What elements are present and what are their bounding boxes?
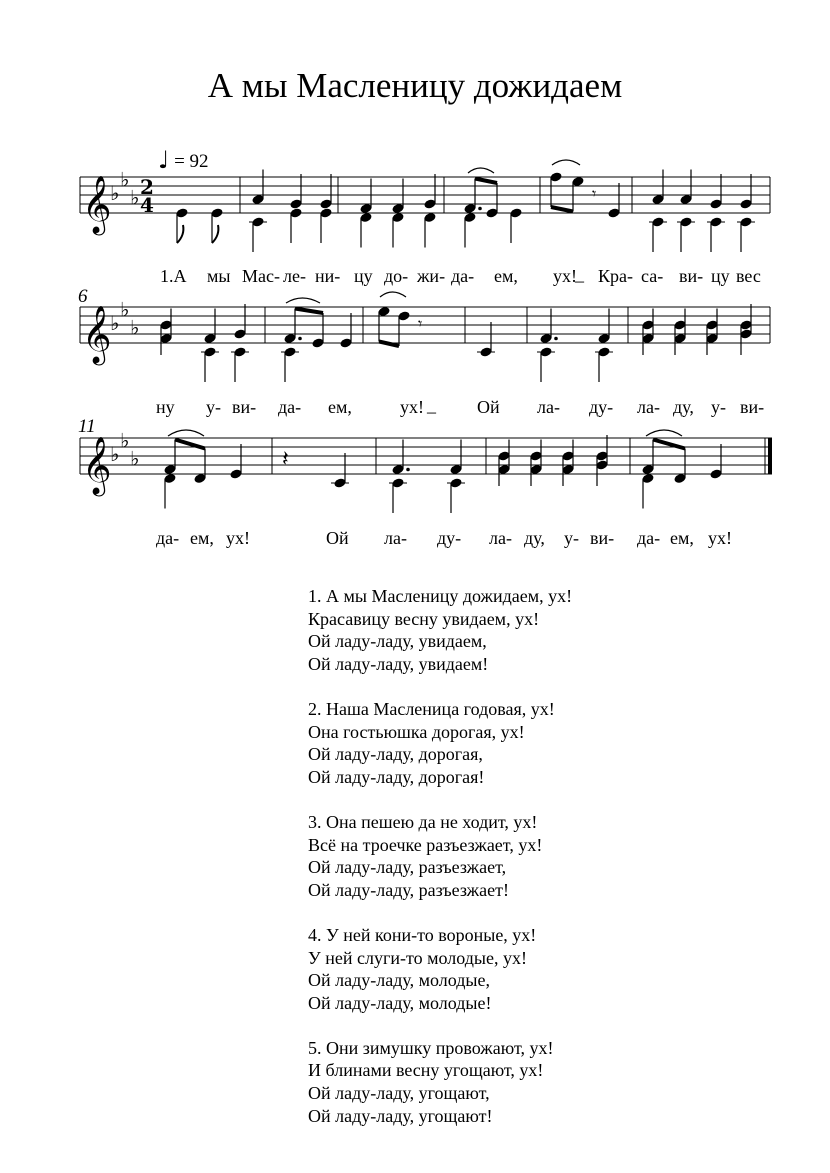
lyric-syllable: ду, bbox=[673, 397, 694, 417]
lyric-syllable: ну bbox=[156, 397, 175, 417]
lyric-syllable: ви- bbox=[740, 397, 765, 417]
flat-sign-icon: ♭ bbox=[120, 167, 130, 192]
lyric-extender: _ bbox=[575, 264, 584, 284]
lyric-syllable: да- bbox=[637, 528, 661, 548]
time-signature-top: 2 bbox=[140, 175, 154, 199]
lyric-syllable: вес bbox=[736, 266, 761, 286]
verse-line: Ой ладу-ладу, дорогая, bbox=[308, 744, 483, 765]
lyric-syllable: ла- bbox=[537, 397, 560, 417]
verse-2 bbox=[308, 698, 572, 788]
lyric-syllable: ла- bbox=[489, 528, 512, 548]
lyric-syllable: ду- bbox=[589, 397, 614, 417]
lyric-syllable: ви- bbox=[679, 266, 704, 286]
quarter-rest-icon: 𝄽 bbox=[282, 447, 289, 472]
verse-line: Ой ладу-ладу, угощают! bbox=[308, 1105, 493, 1126]
verse-line: Ой ладу-ладу, увидаем, bbox=[308, 631, 487, 652]
slur bbox=[552, 160, 580, 165]
system-number-2: 6 bbox=[78, 286, 88, 307]
verse-3 bbox=[308, 811, 572, 901]
lyric-syllable: ду- bbox=[437, 528, 462, 548]
verse-line: 5. Они зимушку провожают, ух! bbox=[308, 1037, 554, 1058]
note-beam bbox=[475, 179, 497, 184]
lyric-syllable: ви- bbox=[232, 397, 257, 417]
lyric-syllable: ле- bbox=[283, 266, 306, 286]
lyric-syllable: цу bbox=[711, 266, 730, 286]
system-number-3: 11 bbox=[78, 416, 96, 437]
verse-line: У ней слуги-то молодые, ух! bbox=[308, 947, 527, 968]
lyric-syllable: да- bbox=[451, 266, 475, 286]
augmentation-dot bbox=[478, 207, 482, 211]
slur bbox=[380, 292, 406, 297]
flat-sign-icon: ♭ bbox=[110, 181, 120, 205]
verse-line: Ой ладу-ладу, увидаем! bbox=[308, 653, 489, 674]
lyric-syllable: 1.А bbox=[160, 266, 187, 286]
lyric-syllable: ла- bbox=[384, 528, 407, 548]
lyric-syllable: у- bbox=[564, 528, 579, 548]
eighth-flag bbox=[212, 225, 218, 243]
quarter-note-icon: ♩ bbox=[158, 146, 170, 174]
note-beam bbox=[295, 309, 323, 314]
lyric-syllable: ви- bbox=[590, 528, 615, 548]
lyric-syllable: ух! bbox=[553, 266, 577, 286]
lyric-syllable: ух! bbox=[226, 528, 250, 548]
lyric-syllable: да- bbox=[278, 397, 302, 417]
eighth-rest-icon: 𝄾 bbox=[418, 314, 423, 333]
lyric-syllable: до- bbox=[384, 266, 409, 286]
lyric-syllable: Ой bbox=[477, 397, 500, 417]
slur bbox=[646, 430, 682, 436]
verse-line: Ой ладу-ладу, угощают, bbox=[308, 1083, 490, 1104]
verse-line: Ой ладу-ладу, разъезжает! bbox=[308, 879, 509, 900]
final-barline-thick bbox=[768, 438, 772, 474]
lyric-syllable: ем, bbox=[670, 528, 694, 548]
verse-line: Ой ладу-ладу, разъезжает, bbox=[308, 857, 507, 878]
flat-sign-icon: ♭ bbox=[120, 297, 130, 322]
lyric-syllable: ем, bbox=[328, 397, 352, 417]
slur bbox=[168, 430, 204, 436]
treble-clef-icon: 𝄞 bbox=[82, 436, 112, 494]
verse-line: Ой ладу-ладу, дорогая! bbox=[308, 766, 485, 787]
lyric-syllable: Кра- bbox=[598, 266, 633, 286]
note-beam bbox=[551, 207, 573, 212]
flat-sign-icon: ♭ bbox=[130, 315, 140, 340]
lyric-syllable: Мас- bbox=[242, 266, 280, 286]
eighth-rest-icon: 𝄾 bbox=[592, 184, 597, 203]
augmentation-dot bbox=[406, 468, 410, 472]
lyric-syllable: да- bbox=[156, 528, 180, 548]
verse-5 bbox=[308, 1037, 572, 1127]
lyric-syllable: ем, bbox=[190, 528, 214, 548]
verse-line: Она гостьюшка дорогая, ух! bbox=[308, 721, 525, 742]
verse-line: Красавицу весну увидаем, ух! bbox=[308, 608, 540, 629]
eighth-flag bbox=[177, 225, 183, 243]
verse-line: Ой ладу-ладу, молодые, bbox=[308, 970, 490, 991]
treble-clef-icon: 𝄞 bbox=[82, 305, 112, 363]
lyric-syllable: цу bbox=[354, 266, 373, 286]
flat-sign-icon: ♭ bbox=[120, 428, 130, 453]
tempo-value: = 92 bbox=[174, 151, 209, 172]
treble-clef-icon: 𝄞 bbox=[82, 175, 112, 233]
augmentation-dot bbox=[298, 337, 302, 341]
lyric-syllable: у- bbox=[711, 397, 726, 417]
verse-1 bbox=[308, 585, 572, 675]
verse-line: Всё на троечке разъезжает, ух! bbox=[308, 834, 543, 855]
verses-block bbox=[308, 585, 572, 1150]
lyric-extender: _ bbox=[427, 395, 436, 415]
flat-sign-icon: ♭ bbox=[110, 311, 120, 335]
lyric-syllable: ла- bbox=[637, 397, 660, 417]
verse-line: 1. А мы Масленицу дожидаем, ух! bbox=[308, 586, 573, 606]
note-beam bbox=[379, 342, 399, 347]
verse-line: И блинами весну угощают, ух! bbox=[308, 1060, 544, 1081]
verse-line: Ой ладу-ладу, молодые! bbox=[308, 992, 492, 1013]
lyric-syllable: мы bbox=[207, 266, 231, 286]
lyric-syllable: ду, bbox=[524, 528, 545, 548]
verse-line: 4. У ней кони-то вороные, ух! bbox=[308, 924, 537, 945]
verse-line: 3. Она пешею да не ходит, ух! bbox=[308, 811, 538, 832]
flat-sign-icon: ♭ bbox=[130, 185, 140, 210]
slur bbox=[286, 298, 320, 303]
lyric-syllable: ни- bbox=[315, 266, 341, 286]
verse-4 bbox=[308, 924, 572, 1014]
time-signature-bottom: 4 bbox=[140, 193, 154, 217]
music-score bbox=[0, 0, 830, 560]
lyric-syllable: ух! bbox=[708, 528, 732, 548]
lyric-syllable: у- bbox=[206, 397, 221, 417]
verse-line: 2. Наша Масленица годовая, ух! bbox=[308, 698, 555, 719]
lyric-syllable: са- bbox=[641, 266, 664, 286]
flat-sign-icon: ♭ bbox=[110, 442, 120, 466]
lyric-syllable: Ой bbox=[326, 528, 349, 548]
lyric-syllable: жи- bbox=[417, 266, 446, 286]
augmentation-dot bbox=[554, 337, 558, 341]
slur bbox=[468, 168, 494, 173]
lyric-syllable: ух! bbox=[400, 397, 424, 417]
song-title: А мы Масленицу дожидаем bbox=[207, 66, 623, 105]
flat-sign-icon: ♭ bbox=[130, 446, 140, 471]
lyric-syllable: ем, bbox=[494, 266, 518, 286]
